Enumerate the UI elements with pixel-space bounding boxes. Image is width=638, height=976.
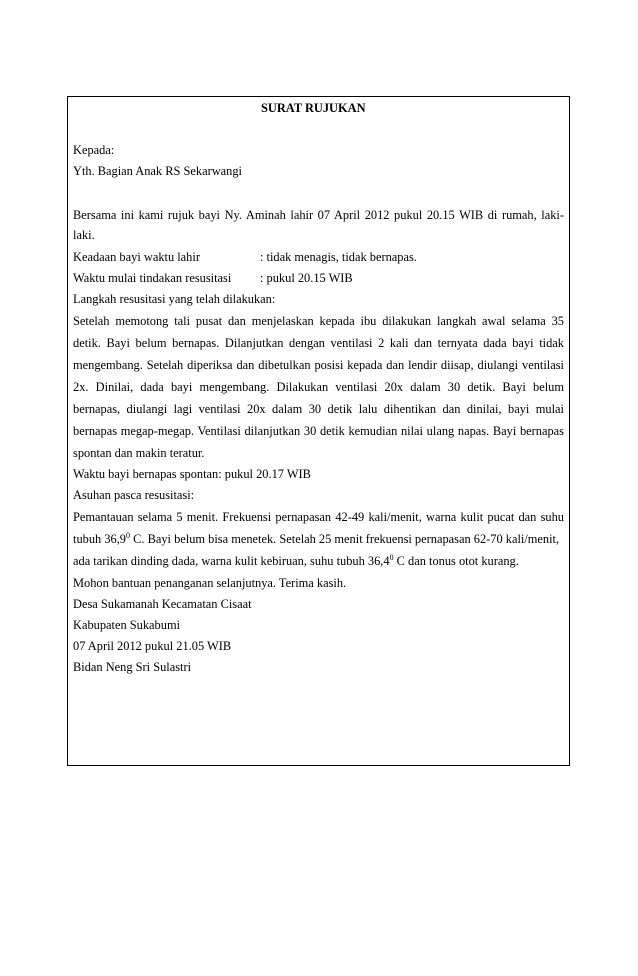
resuscitation-start-label: Waktu mulai tindakan resusitasi: [73, 271, 232, 285]
post-care-line-1: Pemantauan selama 5 menit. Frekuensi pernapasan 42-49 kali/menit, warna kulit pucat dan suhu: [73, 510, 564, 524]
intro-line-1: Bersama ini kami rujuk bayi Ny. Aminah lahir 07 April 2012 pukul 20.15 WIB di rumah, laki-: [73, 208, 564, 222]
village-text: Desa Sukamanah Kecamatan Cisaat: [73, 597, 252, 611]
steps-line: Setelah memotong tali pusat dan menjelaskan kepada ibu dilakukan langkah awal selama 35: [73, 314, 564, 328]
steps-line: 2x. Dinilai, dada bayi mengembang. Dilakukan ventilasi 20x dalam 30 detik. Bayi belum: [73, 380, 564, 394]
post-care-line-2: tubuh 36,9$^0$ C. Bayi belum bisa menetek. Setelah 25 menit frekuensi pernapasan 62-70 kali/menit,: [73, 530, 560, 546]
post-care-label: Asuhan pasca resusitasi:: [73, 488, 195, 502]
spontaneous-breathing-time: Waktu bayi bernapas spontan: pukul 20.17 WIB: [73, 467, 311, 481]
birth-state-value: : tidak menagis, tidak bernapas.: [260, 250, 417, 264]
regency-text: Kabupaten Sukabumi: [73, 618, 181, 632]
recipient-label: Kepada:: [73, 143, 115, 157]
resuscitation-start-value: : pukul 20.15 WIB: [260, 271, 353, 285]
recipient-name: Yth. Bagian Anak RS Sekarwangi: [73, 164, 242, 178]
steps-line: bernapas megap-megap. Ventilasi dilanjutkan 30 detik kemudian nilai ulang napas. Bayi bernapas: [73, 424, 564, 438]
request-text: Mohon bantuan penanganan selanjutnya. Terima kasih.: [73, 576, 347, 590]
signer-name: Bidan Neng Sri Sulastri: [73, 660, 192, 674]
steps-line: bernapas, diulangi lagi ventilasi 20x dalam 30 detik lalu dihentikan dan dinilai, bayi mulai: [73, 402, 564, 416]
steps-line-last: spontan dan makin teratur.: [73, 446, 205, 460]
steps-label: Langkah resusitasi yang telah dilakukan:: [73, 292, 276, 306]
letter-title: SURAT RUJUKAN: [261, 101, 366, 115]
birth-state-label: Keadaan bayi waktu lahir: [73, 250, 200, 264]
letter-frame: [67, 96, 570, 766]
date-text: 07 April 2012 pukul 21.05 WIB: [73, 639, 232, 653]
steps-line: detik. Bayi belum bernapas. Dilanjutkan dengan ventilasi 2 kali dan ternyata dada bayi tidak: [73, 336, 564, 350]
steps-line: mengembang. Setelah diperiksa dan dibetulkan posisi kepada dan lendir diisap, diulangi ventilasi: [73, 358, 564, 372]
intro-line-2: laki.: [73, 228, 95, 242]
post-care-line-3: ada tarikan dinding dada, warna kulit kebiruan, suhu tubuh 36,4$^0$ C dan tonus otot kurang.: [73, 552, 519, 568]
